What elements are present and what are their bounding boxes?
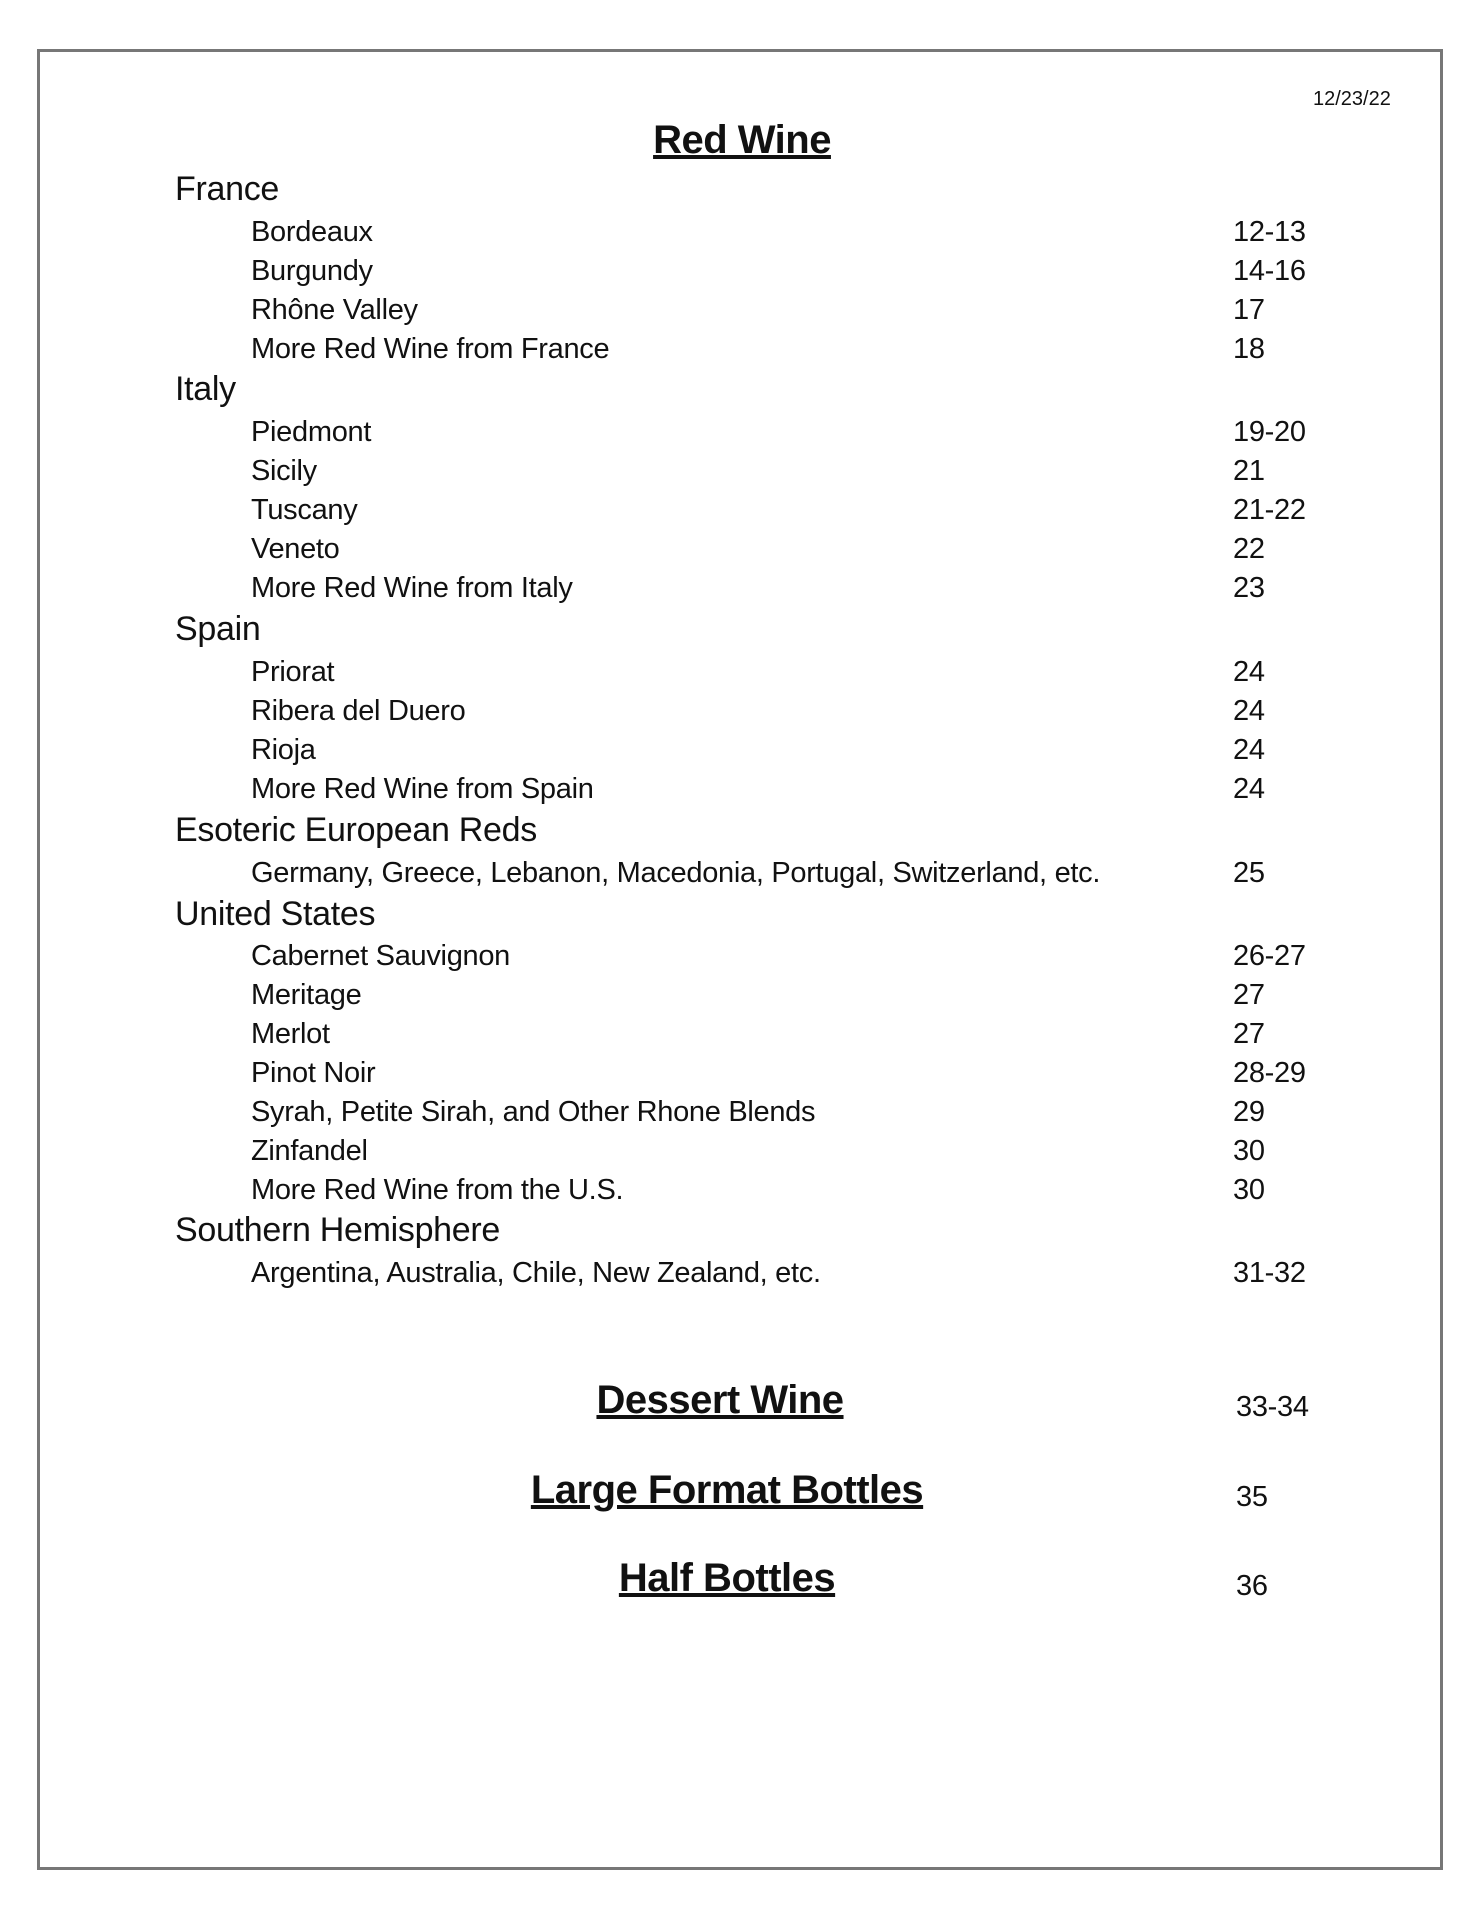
page-numbers: 27 — [1233, 979, 1265, 1011]
page-numbers: 36 — [1236, 1570, 1268, 1602]
list-item: Argentina, Australia, Chile, New Zealand, etc. — [251, 1257, 821, 1289]
page-numbers: 22 — [1233, 533, 1265, 565]
list-item: More Red Wine from Spain — [251, 773, 594, 805]
region-heading: Esoteric European Reds — [175, 811, 537, 849]
list-item: Tuscany — [251, 494, 358, 526]
region-heading: Southern Hemisphere — [175, 1211, 501, 1249]
list-item: Burgundy — [251, 255, 373, 287]
page-numbers: 14-16 — [1233, 255, 1306, 287]
list-item: Germany, Greece, Lebanon, Macedonia, Portugal, Switzerland, etc. — [251, 857, 1101, 889]
list-item: Zinfandel — [251, 1135, 368, 1167]
page-numbers: 26-27 — [1233, 940, 1306, 972]
list-item: More Red Wine from France — [251, 333, 610, 365]
page-numbers: 24 — [1233, 695, 1265, 727]
list-item: More Red Wine from the U.S. — [251, 1174, 624, 1206]
list-item: Rioja — [251, 734, 316, 766]
list-item: Meritage — [251, 979, 362, 1011]
list-item: Merlot — [251, 1018, 330, 1050]
page-numbers: 19-20 — [1233, 416, 1306, 448]
page-numbers: 35 — [1236, 1481, 1268, 1513]
list-item: Rhône Valley — [251, 294, 418, 326]
page-numbers: 12-13 — [1233, 216, 1306, 248]
list-item: Sicily — [251, 455, 317, 487]
list-item: Bordeaux — [251, 216, 373, 248]
page-numbers: 27 — [1233, 1018, 1265, 1050]
region-heading: France — [175, 170, 280, 208]
list-item: Pinot Noir — [251, 1057, 376, 1089]
date-stamp: 12/23/22 — [1313, 88, 1391, 110]
page-numbers: 21 — [1233, 455, 1265, 487]
list-item: Ribera del Duero — [251, 695, 466, 727]
page-numbers: 18 — [1233, 333, 1265, 365]
page-numbers: 28-29 — [1233, 1057, 1306, 1089]
region-heading: Italy — [175, 370, 236, 408]
page-numbers: 33-34 — [1236, 1391, 1309, 1423]
section-title-large-format: Large Format Bottles — [530, 1468, 924, 1512]
page-numbers: 24 — [1233, 773, 1265, 805]
page-numbers: 29 — [1233, 1096, 1265, 1128]
region-heading: United States — [175, 895, 376, 933]
region-heading: Spain — [175, 610, 261, 648]
page-numbers: 25 — [1233, 857, 1265, 889]
list-item: Cabernet Sauvignon — [251, 940, 511, 972]
page-numbers: 24 — [1233, 734, 1265, 766]
page-numbers: 24 — [1233, 656, 1265, 688]
page-numbers: 31-32 — [1233, 1257, 1306, 1289]
page-numbers: 30 — [1233, 1135, 1265, 1167]
page-numbers: 23 — [1233, 572, 1265, 604]
list-item: Priorat — [251, 656, 335, 688]
section-title-half-bottles: Half Bottles — [618, 1556, 836, 1600]
list-item: Veneto — [251, 533, 340, 565]
list-item: Syrah, Petite Sirah, and Other Rhone Blends — [251, 1096, 816, 1128]
page-title: Red Wine — [653, 118, 831, 162]
list-item: Piedmont — [251, 416, 372, 448]
list-item: More Red Wine from Italy — [251, 572, 573, 604]
page-numbers: 21-22 — [1233, 494, 1306, 526]
page-numbers: 30 — [1233, 1174, 1265, 1206]
section-title-dessert-wine: Dessert Wine — [596, 1378, 844, 1422]
page-numbers: 17 — [1233, 294, 1265, 326]
